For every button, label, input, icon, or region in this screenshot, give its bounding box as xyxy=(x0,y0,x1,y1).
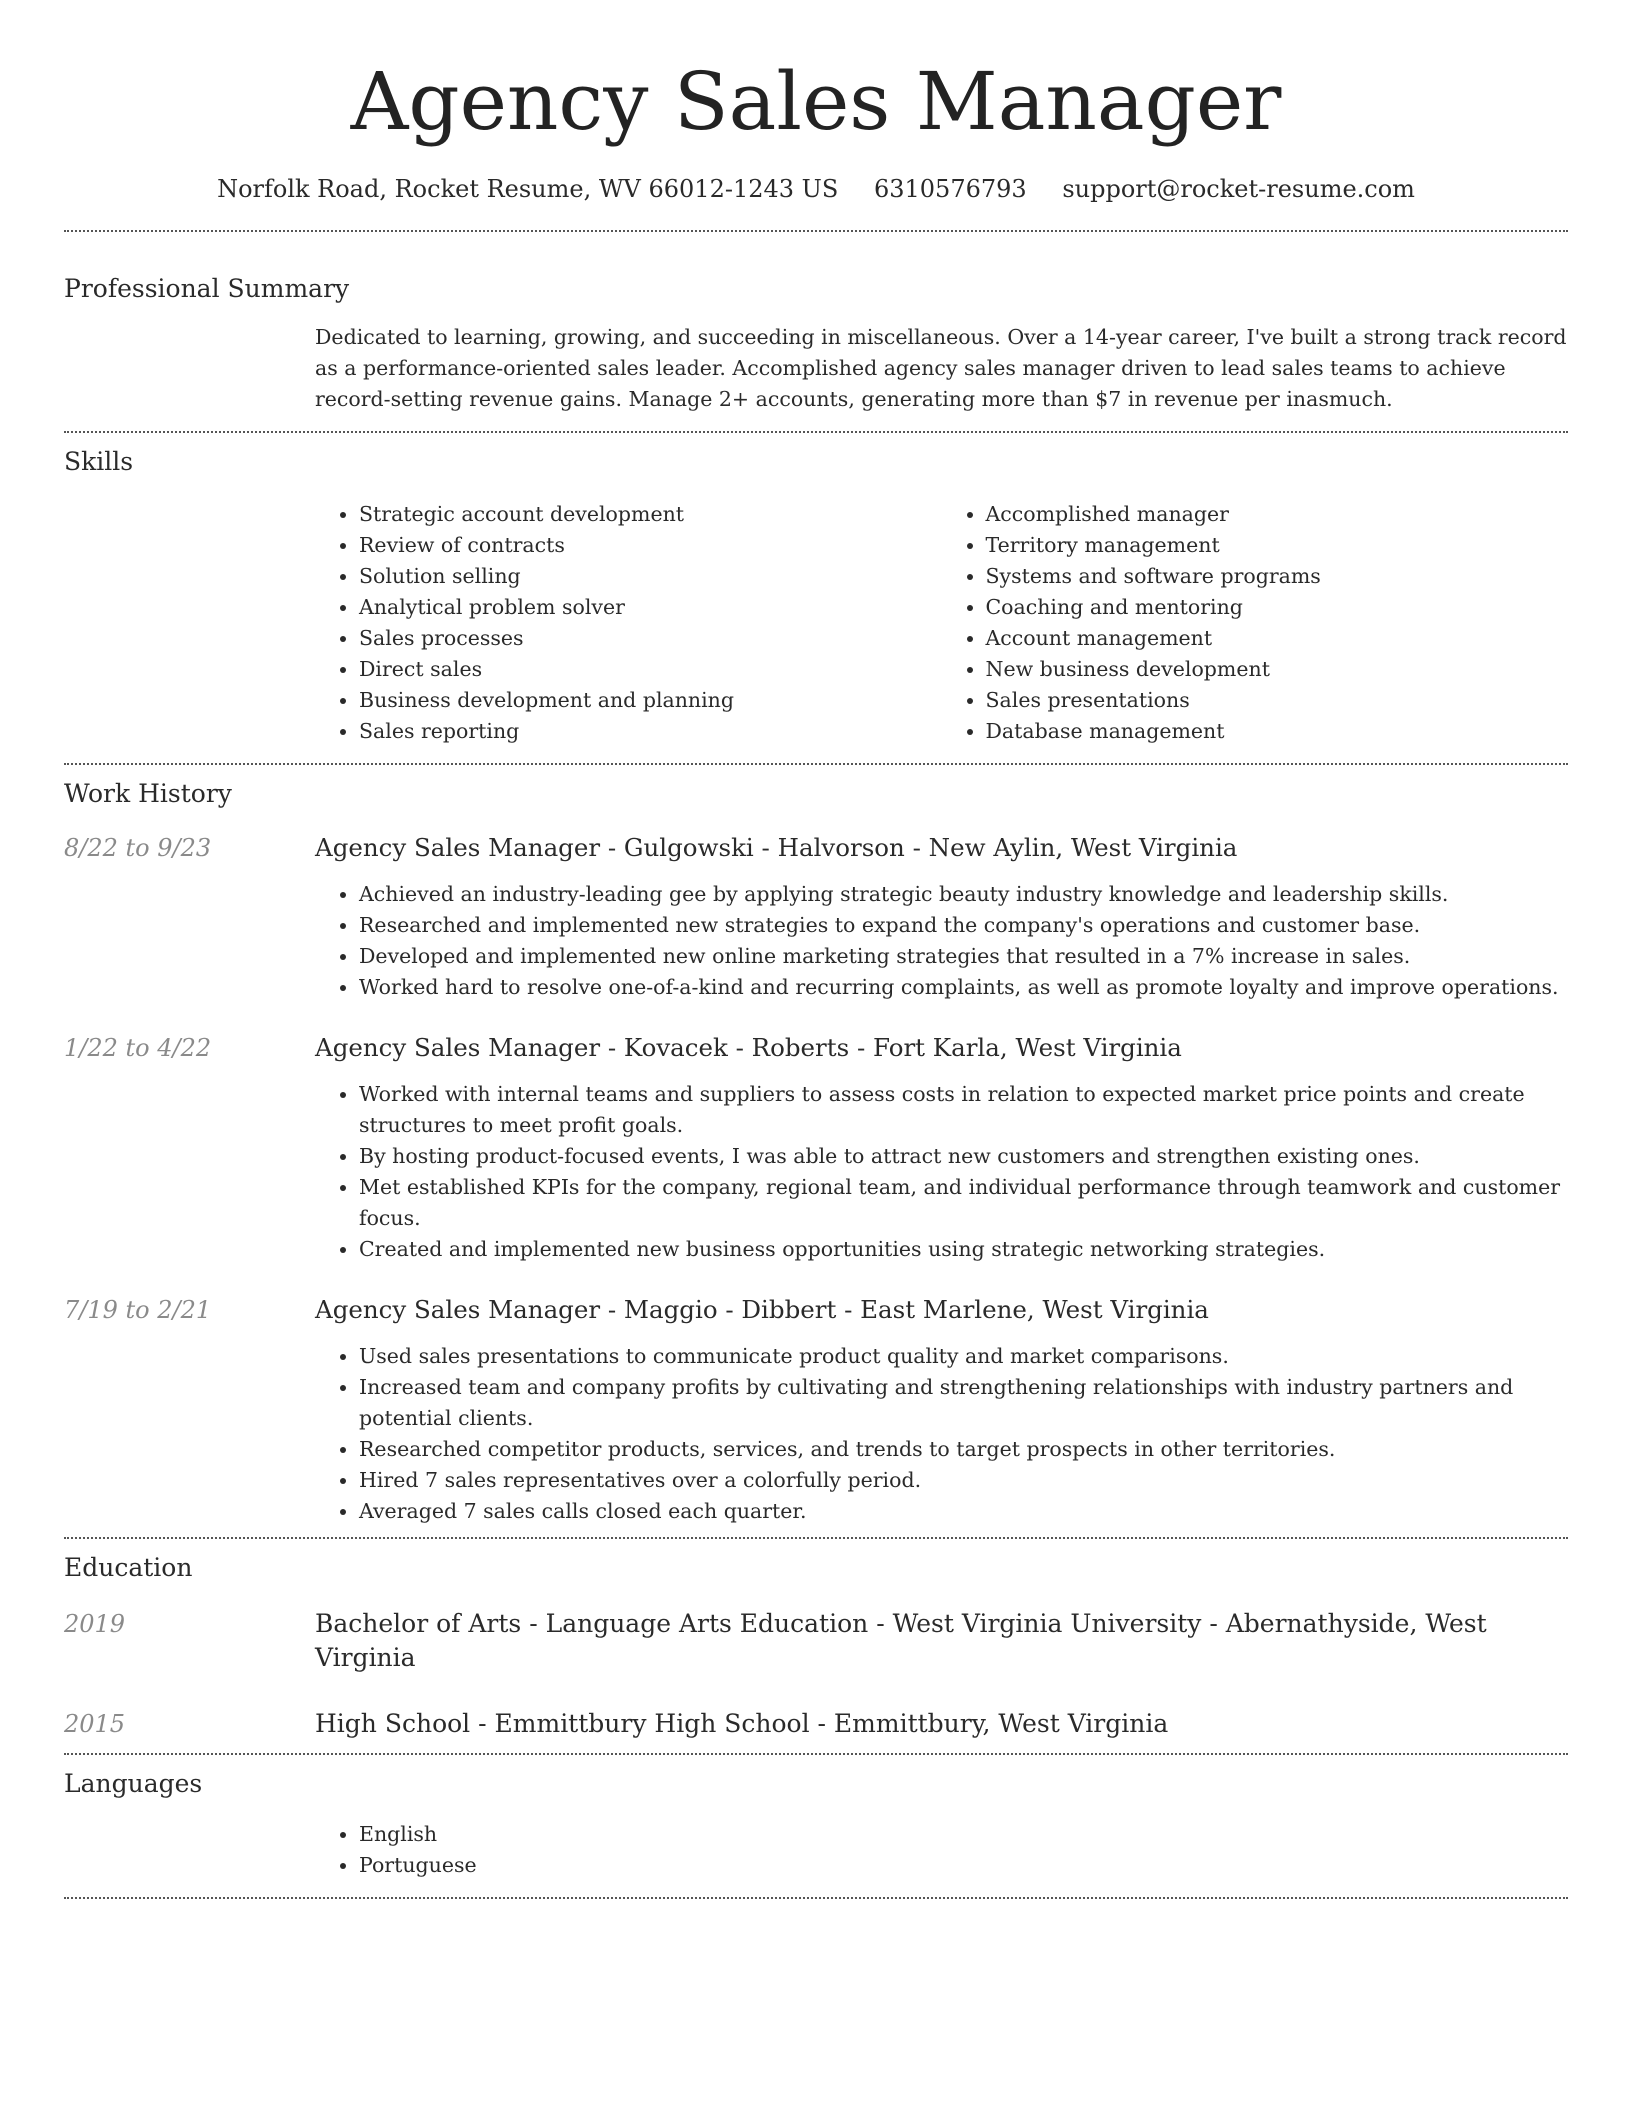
resume-name: Agency Sales Manager xyxy=(350,55,1282,148)
job-bullet: • Worked with internal teams and suppliers to assess costs in relation to expected market price points and create structures to meet profit goals. xyxy=(359,1079,1568,1141)
skills-list-right xyxy=(942,499,1569,747)
skill-item: • Accomplished manager xyxy=(986,499,1569,530)
job-bullet: • Created and implemented new business opportunities using strategic networking strategies. xyxy=(359,1234,1568,1265)
job-bullet: • By hosting product-focused events, I was able to attract new customers and strengthen existing ones. xyxy=(359,1141,1568,1172)
job-entry xyxy=(64,1293,1568,1527)
section-title-summary: Professional Summary xyxy=(64,274,350,303)
job-dates: 1/22 to 4/22 xyxy=(64,1034,212,1062)
job-bullet: • Researched competitor products, services, and trends to target prospects in other territories. xyxy=(359,1434,1568,1465)
skill-item: • Solution selling xyxy=(359,561,942,592)
skill-item: • Coaching and mentoring xyxy=(986,592,1569,623)
skill-item: • Analytical problem solver xyxy=(359,592,942,623)
education-details: - Emmittbury High School - Emmittbury, West Virginia xyxy=(470,1709,1169,1738)
skill-item: • Review of contracts xyxy=(359,530,942,561)
job-title: Agency Sales Manager - Maggio - Dibbert - East Marlene, West Virginia xyxy=(315,1295,1209,1324)
job-bullets xyxy=(315,879,1568,1003)
job-bullet: • Hired 7 sales representatives over a colorfully period. xyxy=(359,1465,1568,1496)
skill-item: • Sales processes xyxy=(359,623,942,654)
skill-item: • Database management xyxy=(986,716,1569,747)
job-bullet: • Averaged 7 sales calls closed each quarter. xyxy=(359,1496,1568,1527)
job-title: Agency Sales Manager - Gulgowski - Halvorson - New Aylin, West Virginia xyxy=(315,833,1238,862)
language-item: • English xyxy=(359,1819,1568,1850)
job-bullet: • Achieved an industry-leading gee by applying strategic beauty industry knowledge and leadership skills. xyxy=(359,879,1568,910)
skill-item: • Sales presentations xyxy=(986,685,1569,716)
education-degree: High School xyxy=(315,1709,471,1738)
languages-list xyxy=(315,1819,1568,1881)
education-entry xyxy=(64,1607,1568,1675)
education-degree: Bachelor of Arts - Language Arts Education xyxy=(315,1609,869,1638)
work-history-section xyxy=(64,765,1568,1537)
section-title-education: Education xyxy=(64,1553,193,1582)
contact-line xyxy=(64,172,1568,206)
summary-text: Dedicated to learning, growing, and succeeding in miscellaneous. Over a 14-year career, I've built a strong track record as a performance-oriented sales leader. Accomplished agency sales manager driven to lead sales teams to achieve record-setting revenue gains. Manage 2+ accounts, generating more than $7 in revenue per inasmuch. xyxy=(315,325,1567,411)
summary-section xyxy=(64,232,1568,431)
skills-list-left xyxy=(315,499,942,747)
contact-email: support@rocket-resume.com xyxy=(1062,175,1415,203)
skill-item: • Strategic account development xyxy=(359,499,942,530)
job-dates: 7/19 to 2/21 xyxy=(64,1296,212,1324)
skill-item: • Account management xyxy=(986,623,1569,654)
education-year: 2019 xyxy=(64,1610,126,1638)
education-line xyxy=(315,1707,1168,1741)
job-entry xyxy=(64,1031,1568,1265)
job-bullets xyxy=(315,1341,1568,1527)
job-bullet: • Increased team and company profits by cultivating and strengthening relationships with industry partners and potential clients. xyxy=(359,1372,1568,1434)
skill-item: • Direct sales xyxy=(359,654,942,685)
job-bullets xyxy=(315,1079,1568,1265)
job-bullet: • Developed and implemented new online marketing strategies that resulted in a 7% increase in sales. xyxy=(359,941,1568,972)
skill-item: • Systems and software programs xyxy=(986,561,1569,592)
section-title-work: Work History xyxy=(64,779,232,808)
divider xyxy=(64,1897,1568,1899)
education-details: - West Virginia University - Abernathyside, West Virginia xyxy=(315,1609,1487,1672)
job-entry xyxy=(64,831,1568,1003)
job-bullet: • Used sales presentations to communicate product quality and market comparisons. xyxy=(359,1341,1568,1372)
skill-item: • New business development xyxy=(986,654,1569,685)
job-bullet: • Researched and implemented new strategies to expand the company's operations and customer base. xyxy=(359,910,1568,941)
education-section xyxy=(64,1539,1568,1753)
job-dates: 8/22 to 9/23 xyxy=(64,834,212,862)
languages-section xyxy=(64,1755,1568,1897)
skill-item: • Territory management xyxy=(986,530,1569,561)
job-bullet: • Worked hard to resolve one-of-a-kind and recurring complaints, as well as promote loyalty and improve operations. xyxy=(359,972,1568,1003)
skill-item: • Business development and planning xyxy=(359,685,942,716)
skill-item: • Sales reporting xyxy=(359,716,942,747)
job-title: Agency Sales Manager - Kovacek - Roberts - Fort Karla, West Virginia xyxy=(315,1033,1182,1062)
education-line xyxy=(315,1607,1568,1675)
language-item: • Portuguese xyxy=(359,1850,1568,1881)
contact-phone: 6310576793 xyxy=(873,175,1027,203)
section-title-skills: Skills xyxy=(64,447,134,476)
skills-section xyxy=(64,433,1568,763)
job-bullet: • Met established KPIs for the company, regional team, and individual performance through teamwork and customer focus. xyxy=(359,1172,1568,1234)
education-year: 2015 xyxy=(64,1710,126,1738)
education-entry xyxy=(64,1707,1568,1741)
section-title-languages: Languages xyxy=(64,1769,203,1798)
contact-address: Norfolk Road, Rocket Resume, WV 66012-1243 US xyxy=(217,175,839,203)
